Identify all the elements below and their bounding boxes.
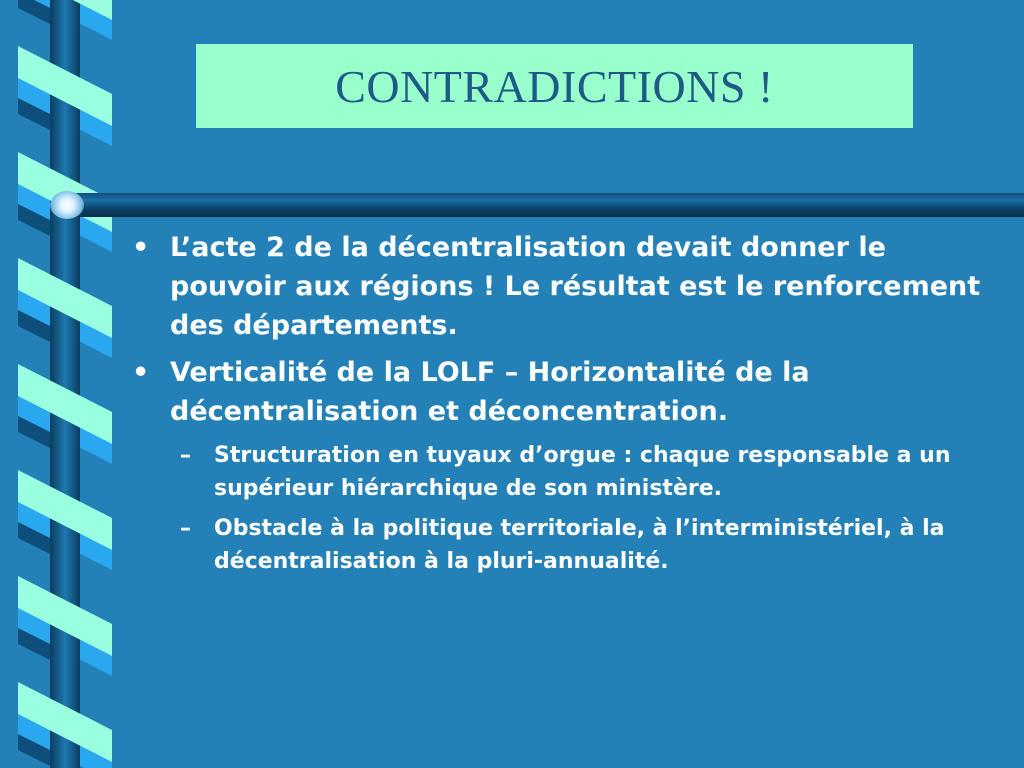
bullet-text: Verticalité de la LOLF – Horizontalité de la décentralisation et déconcentration. (170, 357, 810, 427)
sub-bullet-text: Structuration en tuyaux d’orgue : chaque responsable a un supérieur hiérarchique de son ministère. (214, 443, 951, 501)
divider-knob (50, 191, 84, 219)
bullet-item (130, 353, 990, 431)
bullet-marker: • (132, 357, 150, 388)
slide-title: CONTRADICTIONS ! (335, 60, 774, 112)
slide-content (130, 228, 990, 585)
title-box (196, 44, 913, 128)
bullet-text: L’acte 2 de la décentralisation devait donner le pouvoir aux régions ! Le résultat est le renforcement des départements. (170, 232, 981, 341)
horizontal-divider-bar (60, 193, 1024, 217)
sub-bullet-marker: – (180, 516, 191, 541)
bullet-marker: • (132, 232, 150, 263)
sub-bullet-item (130, 512, 990, 578)
twisted-ribbon-decoration (0, 0, 120, 768)
bullet-item (130, 228, 990, 345)
sub-bullet-marker: – (180, 443, 191, 468)
sub-bullet-item (130, 439, 990, 505)
sub-bullet-text: Obstacle à la politique territoriale, à l’interministériel, à la décentralisation à la pluri-annualité. (214, 516, 945, 574)
